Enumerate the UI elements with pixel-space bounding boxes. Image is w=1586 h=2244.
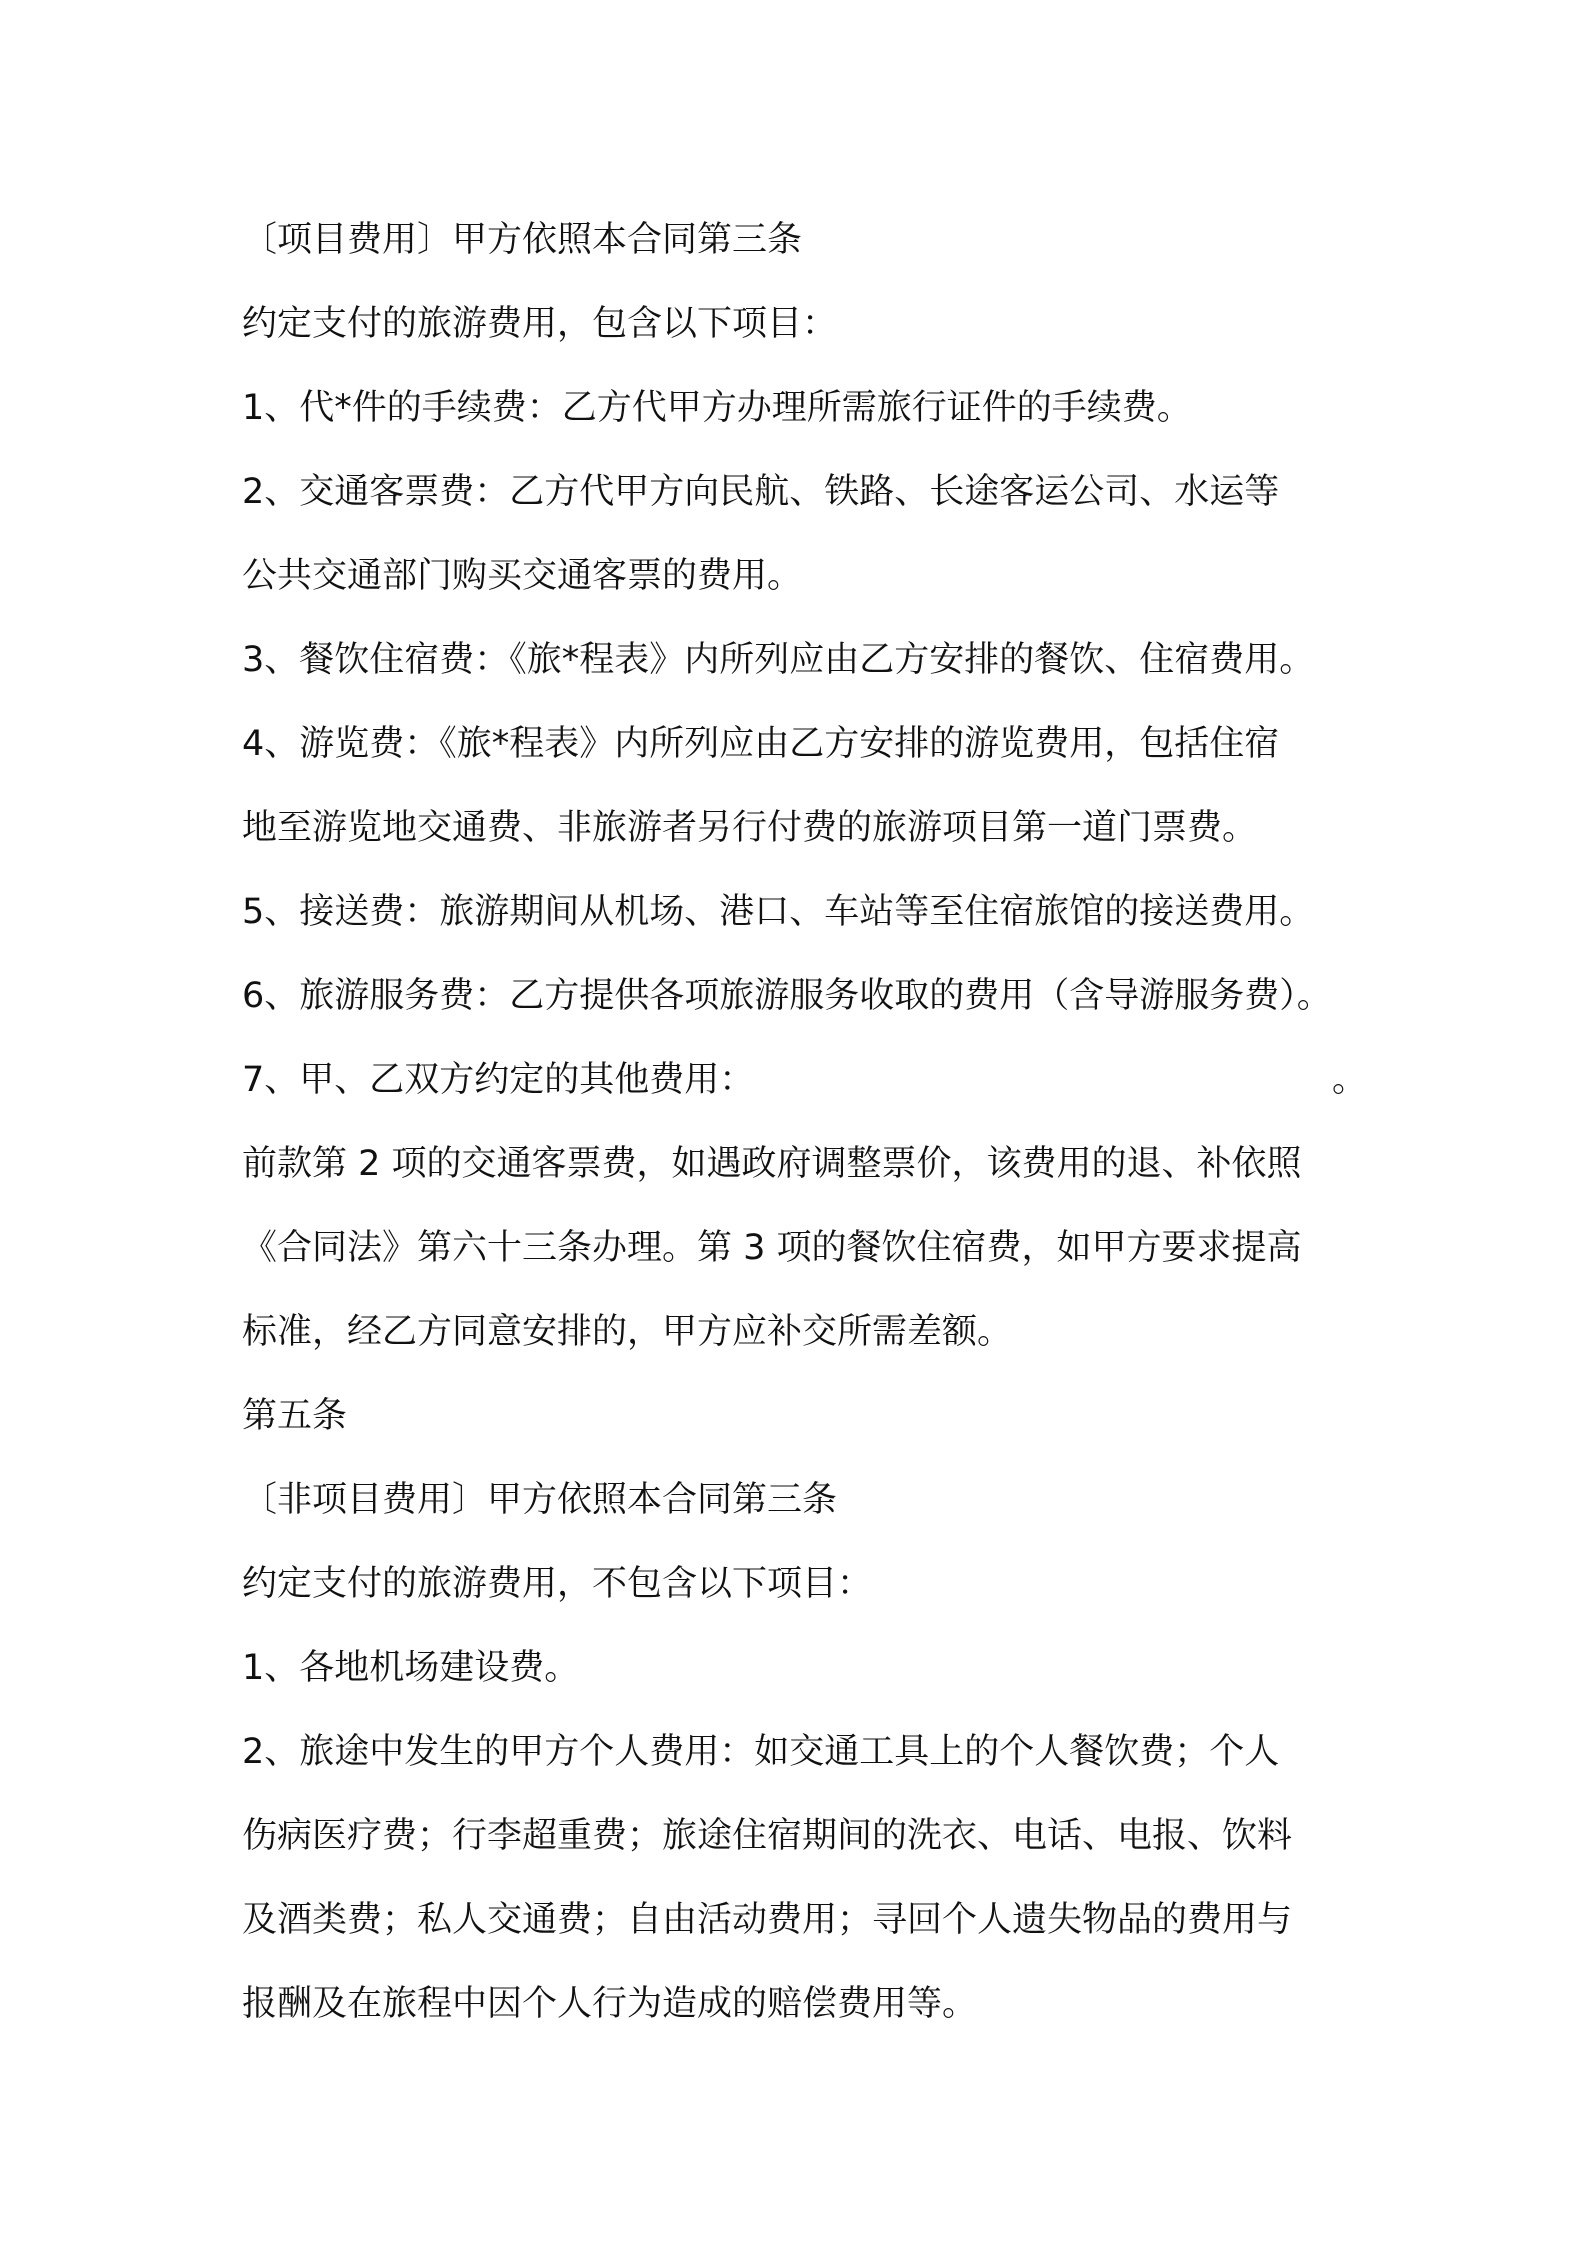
section-heading: 第五条 [242, 1396, 348, 1436]
paragraph-line: 3、餐饮住宿费：《旅*程表》内所列应由乙方安排的餐饮、住宿费用。 [242, 640, 1315, 680]
paragraph-line: 报酬及在旅程中因个人行为造成的赔偿费用等。 [242, 1984, 978, 2024]
other-fees-label: 7、甲、乙双方约定的其他费用： [242, 1060, 755, 1100]
paragraph-line: 1、各地机场建设费。 [242, 1648, 580, 1688]
paragraph-line: 公共交通部门购买交通客票的费用。 [242, 556, 803, 596]
paragraph-line: 约定支付的旅游费用，包含以下项目： [242, 304, 838, 344]
other-fees-end-mark: 。 [1332, 1060, 1368, 1100]
paragraph-line: 1、代*件的手续费：乙方代甲方办理所需旅行证件的手续费。 [242, 388, 1192, 428]
paragraph-line: 地至游览地交通费、非旅游者另行付费的旅游项目第一道门票费。 [242, 808, 1258, 848]
paragraph-line: 伤病医疗费；行李超重费；旅途住宿期间的洗衣、电话、电报、饮料 [242, 1816, 1293, 1856]
document-body [242, 198, 1382, 2046]
other-fees-item [242, 1038, 1382, 1122]
paragraph-line: 标准，经乙方同意安排的，甲方应补交所需差额。 [242, 1312, 1013, 1352]
paragraph-line: 2、旅途中发生的甲方个人费用：如交通工具上的个人餐饮费；个人 [242, 1732, 1280, 1772]
paragraph-line: 《合同法》第六十三条办理。第 3 项的餐饮住宿费，如甲方要求提高 [242, 1228, 1302, 1268]
paragraph-line: 〔非项目费用〕甲方依照本合同第三条 [242, 1480, 838, 1520]
paragraph-line: 〔项目费用〕甲方依照本合同第三条 [242, 220, 803, 260]
paragraph-line: 及酒类费；私人交通费；自由活动费用；寻回个人遗失物品的费用与 [242, 1900, 1293, 1940]
paragraph-line: 4、游览费：《旅*程表》内所列应由乙方安排的游览费用，包括住宿 [242, 724, 1280, 764]
paragraph-line: 5、接送费：旅游期间从机场、港口、车站等至住宿旅馆的接送费用。 [242, 892, 1315, 932]
paragraph-line: 前款第 2 项的交通客票费，如遇政府调整票价，该费用的退、补依照 [242, 1144, 1302, 1184]
paragraph-line: 约定支付的旅游费用，不包含以下项目： [242, 1564, 873, 1604]
paragraph-line: 6、旅游服务费：乙方提供各项旅游服务收取的费用（含导游服务费）。 [242, 976, 1332, 1016]
paragraph-line: 2、交通客票费：乙方代甲方向民航、铁路、长途客运公司、水运等 [242, 472, 1280, 512]
